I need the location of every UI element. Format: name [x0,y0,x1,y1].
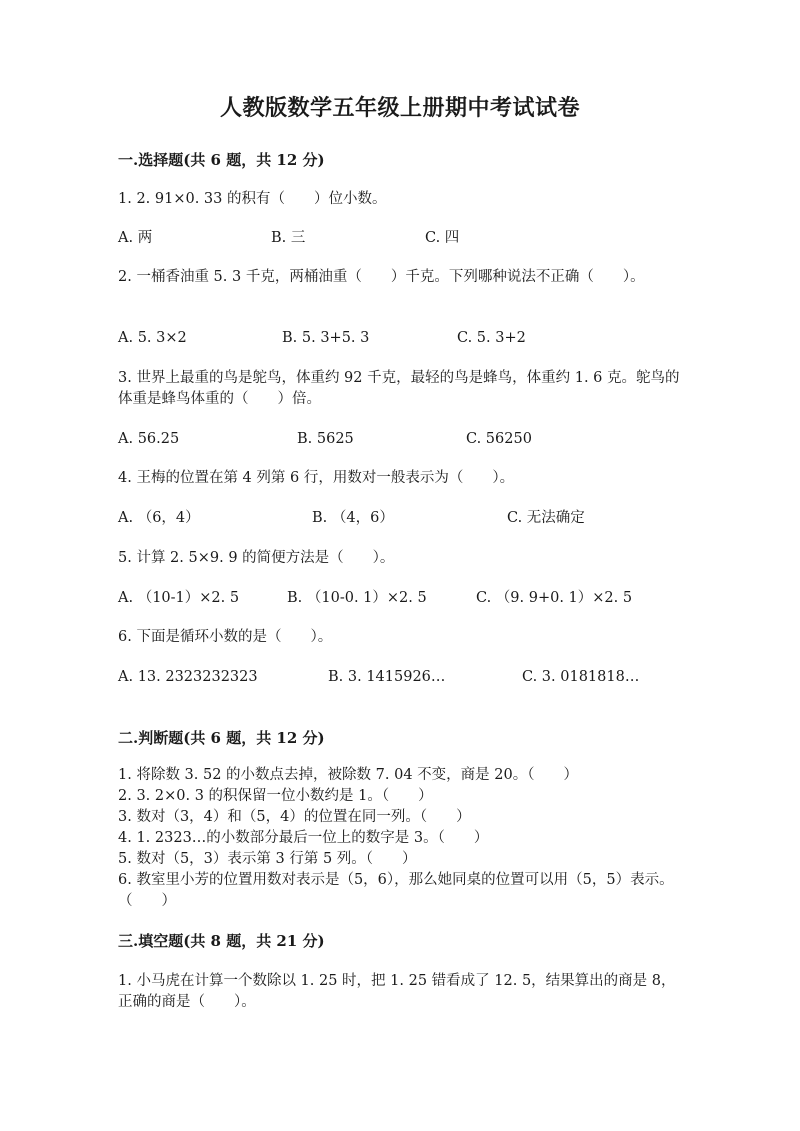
question-stem: 1. 2. 91×0. 33 的积有（ ）位小数。 [118,191,387,207]
option-b: B. 5625 [297,431,354,447]
option-c: C. 无法确定 [507,510,585,526]
option-b: B. 三 [271,230,306,246]
option-c: C. 56250 [466,431,532,447]
section-heading-choice: 一.选择题(共 6 题，共 12 分) [118,151,325,169]
question-stem: 1. 小马虎在计算一个数除以 1. 25 时，把 1. 25 错看成了 12. 5，结果算出的商是 8，正确的商是（ ）。 [118,973,676,1010]
option-c: C. 3. 0181818… [522,669,640,685]
option-c: C. （9. 9+0. 1）×2. 5 [476,590,633,606]
question-stem: 6. 下面是循环小数的是（ ）。 [118,629,333,645]
section-heading-judge: 二.判断题(共 6 题，共 12 分) [118,729,325,747]
question-stem: 3. 世界上最重的鸟是鸵鸟，体重约 92 千克，最轻的鸟是蜂鸟，体重约 1. 6 克。鸵鸟的体重是蜂鸟体重的（ ）倍。 [118,370,680,407]
question-stem: 2. 一桶香油重 5. 3 千克，两桶油重（ ）千克。下列哪种说法不正确（ ）。 [118,269,645,285]
option-b: B. （10-0. 1）×2. 5 [287,590,427,606]
option-b: B. 5. 3+5. 3 [282,330,370,346]
list-item: 6. 教室里小芳的位置用数对表示是（5，6），那么她同桌的位置可以用（5，5）表示。（ ） [118,872,674,909]
list-item: 4. 1. 2323…的小数部分最后一位上的数字是 3。（ ） [118,830,489,846]
option-a: A. （10-1）×2. 5 [118,590,240,606]
option-b: B. 3. 1415926… [328,669,446,685]
option-a: A. 13. 2323232323 [118,669,258,685]
judge-list [118,765,683,912]
list-item: 5. 数对（5，3）表示第 3 行第 5 列。（ ） [118,851,417,867]
list-item: 1. 将除数 3. 52 的小数点去掉，被除数 7. 04 不变，商是 20。（ ） [118,767,578,783]
option-a: A. 两 [118,230,153,246]
option-c: C. 5. 3+2 [457,330,526,346]
list-item: 2. 3. 2×0. 3 的积保留一位小数约是 1。（ ） [118,788,433,804]
question-stem: 5. 计算 2. 5×9. 9 的简便方法是（ ）。 [118,550,395,566]
page-title: 人教版数学五年级上册期中考试试卷 [219,95,580,121]
list-item: 3. 数对（3，4）和（5，4）的位置在同一列。（ ） [118,809,471,825]
option-a: A. （6，4） [118,510,200,526]
option-c: C. 四 [425,230,460,246]
option-a: A. 5. 3×2 [118,330,187,346]
section-heading-fill: 三.填空题(共 8 题，共 21 分) [118,932,325,950]
option-b: B. （4，6） [312,510,394,526]
option-a: A. 56.25 [118,431,180,447]
question-stem: 4. 王梅的位置在第 4 列第 6 行，用数对一般表示为（ ）。 [118,470,515,486]
